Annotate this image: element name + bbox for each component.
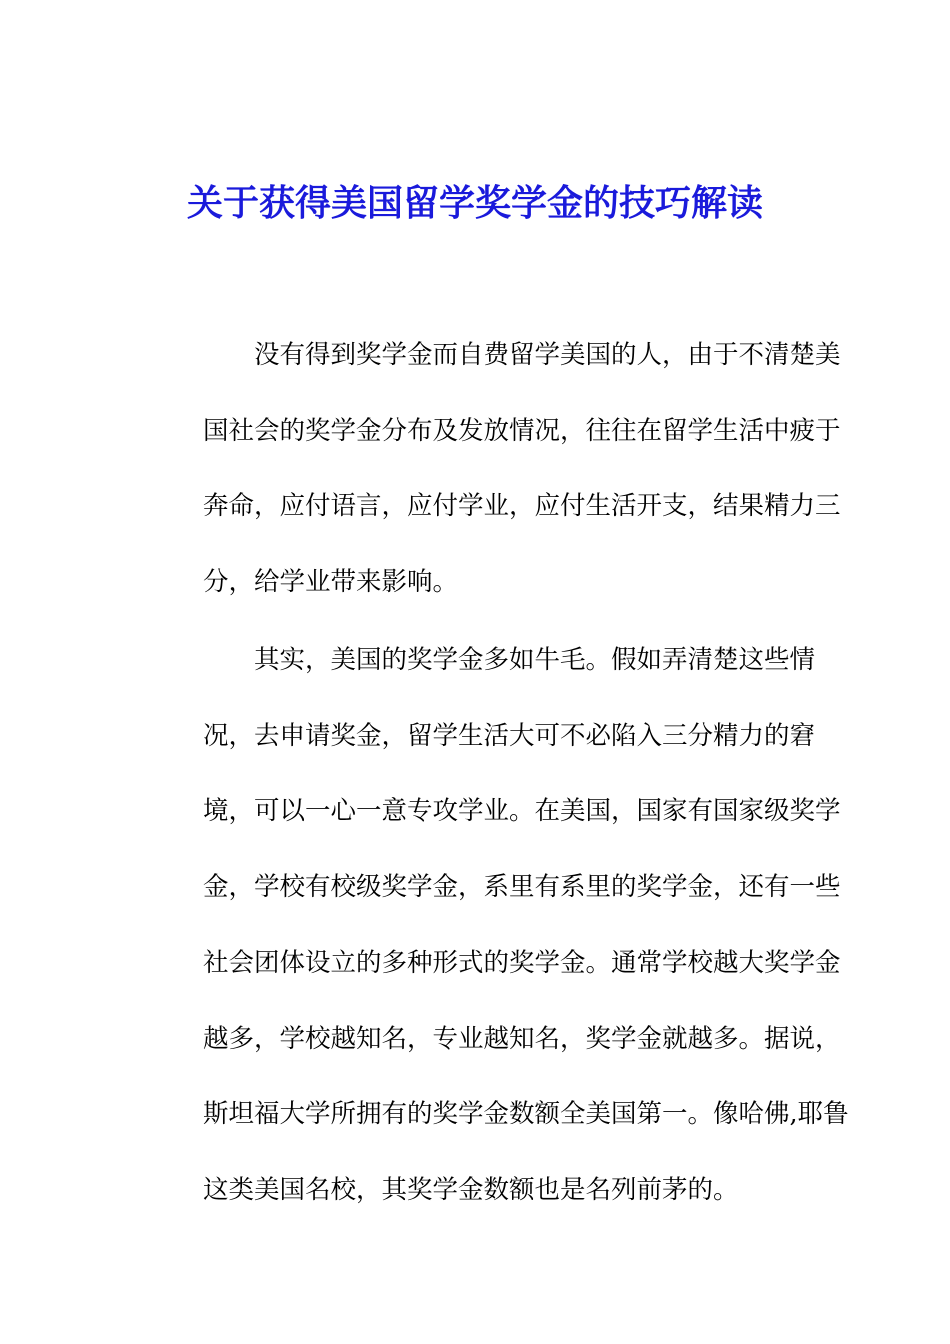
document-title: 关于获得美国留学奖学金的技巧解读	[186, 183, 763, 224]
paragraph-line: 社会团体设立的多种形式的奖学金。通常学校越大奖学金	[203, 947, 841, 978]
paragraph-line: 这类美国名校，其奖学金数额也是名列前茅的。	[203, 1174, 739, 1205]
paragraph-line: 分，给学业带来影响。	[203, 567, 459, 598]
paragraph-line: 境，可以一心一意专攻学业。在美国，国家有国家级奖学	[203, 796, 841, 827]
paragraph-1	[152, 318, 841, 621]
paragraph-line: 越多，学校越知名，专业越知名，奖学金就越多。据说，	[203, 1023, 841, 1054]
paragraph-line: 奔命，应付语言，应付学业，应付生活开支，结果精力三	[203, 491, 841, 522]
paragraph-line: 其实，美国的奖学金多如牛毛。假如弄清楚这些情	[254, 645, 816, 675]
paragraph-line: 国社会的奖学金分布及发放情况，往往在留学生活中疲于	[203, 415, 841, 446]
paragraph-2	[152, 623, 849, 1229]
paragraph-line: 没有得到奖学金而自费留学美国的人，由于不清楚美	[254, 340, 841, 370]
paragraph-line: 斯坦福大学所拥有的奖学金数额全美国第一。像哈佛,耶鲁	[203, 1099, 849, 1130]
paragraph-line: 况，去申请奖金，留学生活大可不必陷入三分精力的窘	[203, 720, 816, 751]
paragraph-line: 金，学校有校级奖学金，系里有系里的奖学金，还有一些	[203, 872, 841, 903]
